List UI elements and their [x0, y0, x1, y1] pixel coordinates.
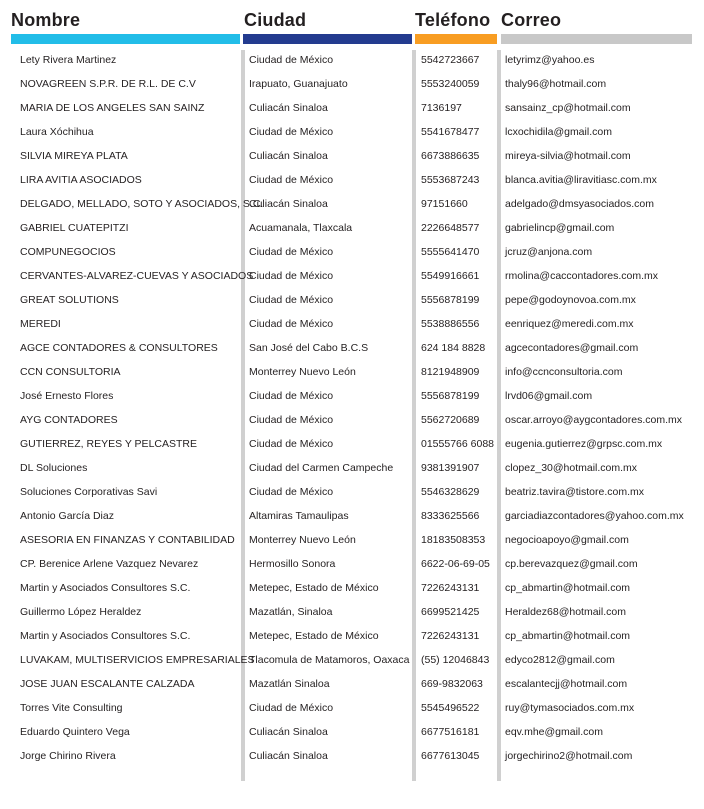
table-row — [0, 504, 704, 528]
cell-nombre: DELGADO, MELLADO, SOTO Y ASOCIADOS, S.C. — [20, 198, 264, 210]
cell-ciudad: Mazatlán Sinaloa — [249, 678, 330, 690]
cell-correo: Heraldez68@hotmail.com — [505, 606, 626, 618]
table-row — [0, 432, 704, 456]
cell-telefono: 6699521425 — [421, 606, 480, 618]
cell-correo: jorgechirino2@hotmail.com — [505, 750, 633, 762]
table-row — [0, 312, 704, 336]
cell-nombre: José Ernesto Flores — [20, 390, 114, 402]
cell-ciudad: Ciudad de México — [249, 702, 334, 714]
cell-correo: ruy@tymasociados.com.mx — [505, 702, 635, 714]
cell-nombre: Martin y Asociados Consultores S.C. — [20, 582, 191, 594]
cell-telefono: 01555766 6088 — [421, 438, 494, 450]
table-row — [0, 576, 704, 600]
table-row — [0, 384, 704, 408]
table-row — [0, 528, 704, 552]
cell-ciudad: Ciudad de México — [249, 126, 334, 138]
cell-correo: gabrielincp@gmail.com — [505, 222, 615, 234]
cell-correo: sansainz_cp@hotmail.com — [505, 102, 631, 114]
cell-telefono: 5538886556 — [421, 318, 480, 330]
cell-nombre: Laura Xóchihua — [20, 126, 94, 138]
cell-telefono: 5542723667 — [421, 54, 480, 66]
table-row — [0, 264, 704, 288]
cell-telefono: (55) 12046843 — [421, 654, 490, 666]
cell-nombre: LIRA AVITIA ASOCIADOS — [20, 174, 142, 186]
cell-ciudad: Ciudad de México — [249, 318, 334, 330]
cell-nombre: JOSE JUAN ESCALANTE CALZADA — [20, 678, 195, 690]
cell-telefono: 6673886635 — [421, 150, 480, 162]
cell-correo: eugenia.gutierrez@grpsc.com.mx — [505, 438, 663, 450]
cell-telefono: 7226243131 — [421, 630, 480, 642]
cell-nombre: Martin y Asociados Consultores S.C. — [20, 630, 191, 642]
table-row — [0, 408, 704, 432]
header-nombre: Nombre — [11, 10, 81, 30]
table-row — [0, 288, 704, 312]
cell-correo: agcecontadores@gmail.com — [505, 342, 639, 354]
cell-nombre: AGCE CONTADORES & CONSULTORES — [20, 342, 218, 354]
cell-nombre: AYG CONTADORES — [20, 414, 118, 426]
table-row — [0, 696, 704, 720]
cell-correo: letyrimz@yahoo.es — [505, 54, 595, 66]
cell-correo: rmolina@caccontadores.com.mx — [505, 270, 659, 282]
cell-ciudad: Ciudad de México — [249, 294, 334, 306]
cell-correo: oscar.arroyo@aygcontadores.com.mx — [505, 414, 682, 426]
cell-nombre: CERVANTES-ALVAREZ-CUEVAS Y ASOCIADOS — [20, 270, 254, 282]
table-row — [0, 72, 704, 96]
cell-correo: adelgado@dmsyasociados.com — [505, 198, 654, 210]
cell-nombre: GABRIEL CUATEPITZI — [20, 222, 129, 234]
cell-correo: pepe@godoynovoa.com.mx — [505, 294, 636, 306]
cell-correo: garciadiazcontadores@yahoo.com.mx — [505, 510, 684, 522]
cell-correo: thaly96@hotmail.com — [505, 78, 607, 90]
cell-telefono: 5555641470 — [421, 246, 480, 258]
table-row — [0, 192, 704, 216]
cell-correo: eqv.mhe@gmail.com — [505, 726, 603, 738]
cell-ciudad: Ciudad de México — [249, 270, 334, 282]
header-bar-correo — [501, 34, 692, 44]
cell-ciudad: Monterrey Nuevo León — [249, 534, 356, 546]
cell-correo: negocioapoyo@gmail.com — [505, 534, 629, 546]
cell-nombre: Lety Rivera Martinez — [20, 54, 117, 66]
cell-correo: escalantecjj@hotmail.com — [505, 678, 628, 690]
header-bar-nombre — [11, 34, 240, 44]
table-row — [0, 624, 704, 648]
table-row — [0, 720, 704, 744]
cell-nombre: DL Soluciones — [20, 462, 88, 474]
cell-nombre: COMPUNEGOCIOS — [20, 246, 116, 258]
table-row — [0, 240, 704, 264]
cell-telefono: 8333625566 — [421, 510, 480, 522]
cell-nombre: CCN CONSULTORIA — [20, 366, 121, 378]
cell-ciudad: Acuamanala, Tlaxcala — [249, 222, 353, 234]
cell-ciudad: Culiacán Sinaloa — [249, 750, 328, 762]
cell-telefono: 669-9832063 — [421, 678, 483, 690]
cell-nombre: ASESORIA EN FINANZAS Y CONTABILIDAD — [20, 534, 235, 546]
cell-ciudad: Culiacán Sinaloa — [249, 198, 328, 210]
cell-ciudad: Culiacán Sinaloa — [249, 726, 328, 738]
cell-ciudad: Tlacomula de Matamoros, Oaxaca — [249, 654, 410, 666]
cell-telefono: 6677613045 — [421, 750, 480, 762]
table-row — [0, 360, 704, 384]
table-row — [0, 168, 704, 192]
cell-nombre: GUTIERREZ, REYES Y PELCASTRE — [20, 438, 197, 450]
cell-nombre: Jorge Chirino Rivera — [20, 750, 116, 762]
cell-ciudad: Monterrey Nuevo León — [249, 366, 356, 378]
cell-ciudad: Metepec, Estado de México — [249, 582, 379, 594]
header-ciudad: Ciudad — [244, 10, 307, 30]
cell-nombre: GREAT SOLUTIONS — [20, 294, 119, 306]
table-row — [0, 456, 704, 480]
cell-correo: cp_abmartin@hotmail.com — [505, 582, 631, 594]
table-row — [0, 600, 704, 624]
cell-correo: mireya-silvia@hotmail.com — [505, 150, 631, 162]
cell-telefono: 97151660 — [421, 198, 468, 210]
table-row — [0, 672, 704, 696]
cell-ciudad: Culiacán Sinaloa — [249, 150, 328, 162]
cell-correo: eenriquez@meredi.com.mx — [505, 318, 634, 330]
cell-telefono: 624 184 8828 — [421, 342, 486, 354]
header-telefono: Teléfono — [415, 10, 491, 30]
table-row — [0, 120, 704, 144]
cell-ciudad: Ciudad de México — [249, 174, 334, 186]
cell-nombre: SILVIA MIREYA PLATA — [20, 150, 128, 162]
cell-nombre: Antonio García Diaz — [20, 510, 114, 522]
cell-correo: cp.berevazquez@gmail.com — [505, 558, 638, 570]
cell-telefono: 5553687243 — [421, 174, 480, 186]
table-row — [0, 336, 704, 360]
cell-ciudad: Ciudad del Carmen Campeche — [249, 462, 394, 474]
header-bar-telefono — [415, 34, 497, 44]
table-row — [0, 144, 704, 168]
cell-correo: edyco2812@gmail.com — [505, 654, 615, 666]
cell-correo: jcruz@anjona.com — [505, 246, 593, 258]
cell-nombre: MEREDI — [20, 318, 61, 330]
cell-telefono: 5546328629 — [421, 486, 480, 498]
header-bar-ciudad — [243, 34, 412, 44]
table-row — [0, 480, 704, 504]
cell-telefono: 6677516181 — [421, 726, 480, 738]
cell-correo: cp_abmartin@hotmail.com — [505, 630, 631, 642]
cell-ciudad: Mazatlán, Sinaloa — [249, 606, 333, 618]
cell-ciudad: Ciudad de México — [249, 390, 334, 402]
cell-nombre: Soluciones Corporativas Savi — [20, 486, 158, 498]
cell-telefono: 7226243131 — [421, 582, 480, 594]
cell-telefono: 5556878199 — [421, 294, 480, 306]
table-row — [0, 48, 704, 72]
cell-telefono: 5545496522 — [421, 702, 480, 714]
cell-ciudad: Ciudad de México — [249, 246, 334, 258]
cell-correo: info@ccnconsultoria.com — [505, 366, 623, 378]
cell-ciudad: Metepec, Estado de México — [249, 630, 379, 642]
cell-telefono: 5553240059 — [421, 78, 480, 90]
cell-telefono: 9381391907 — [421, 462, 480, 474]
cell-nombre: MARIA DE LOS ANGELES SAN SAINZ — [20, 102, 205, 114]
cell-ciudad: Culiacán Sinaloa — [249, 102, 328, 114]
cell-nombre: LUVAKAM, MULTISERVICIOS EMPRESARIALES — [20, 654, 255, 666]
cell-telefono: 5541678477 — [421, 126, 480, 138]
cell-ciudad: Altamiras Tamaulipas — [249, 510, 349, 522]
table-row — [0, 96, 704, 120]
table-row — [0, 648, 704, 672]
cell-telefono: 5556878199 — [421, 390, 480, 402]
cell-correo: lrvd06@gmail.com — [505, 390, 593, 402]
cell-telefono: 8121948909 — [421, 366, 480, 378]
cell-ciudad: Irapuato, Guanajuato — [249, 78, 348, 90]
cell-ciudad: Ciudad de México — [249, 414, 334, 426]
cell-nombre: Torres Vite Consulting — [20, 702, 123, 714]
cell-telefono: 18183508353 — [421, 534, 486, 546]
cell-telefono: 5549916661 — [421, 270, 480, 282]
cell-ciudad: San José del Cabo B.C.S — [249, 342, 369, 354]
cell-correo: beatriz.tavira@tistore.com.mx — [505, 486, 645, 498]
cell-telefono: 5562720689 — [421, 414, 480, 426]
table-row — [0, 552, 704, 576]
cell-nombre: CP. Berenice Arlene Vazquez Nevarez — [20, 558, 199, 570]
table-row — [0, 216, 704, 240]
cell-ciudad: Ciudad de México — [249, 438, 334, 450]
cell-correo: blanca.avitia@liravitiasc.com.mx — [505, 174, 657, 186]
cell-nombre: Eduardo Quintero Vega — [20, 726, 130, 738]
cell-correo: lcxochidila@gmail.com — [505, 126, 612, 138]
cell-ciudad: Ciudad de México — [249, 486, 334, 498]
table-row — [0, 744, 704, 768]
cell-nombre: NOVAGREEN S.P.R. DE R.L. DE C.V — [20, 78, 196, 90]
cell-nombre: Guillermo López Heraldez — [20, 606, 142, 618]
cell-telefono: 7136197 — [421, 102, 462, 114]
cell-correo: clopez_30@hotmail.com.mx — [505, 462, 638, 474]
cell-ciudad: Hermosillo Sonora — [249, 558, 336, 570]
cell-ciudad: Ciudad de México — [249, 54, 334, 66]
cell-telefono: 2226648577 — [421, 222, 480, 234]
cell-telefono: 6622-06-69-05 — [421, 558, 490, 570]
header-correo: Correo — [501, 10, 562, 30]
contact-table — [0, 48, 704, 768]
